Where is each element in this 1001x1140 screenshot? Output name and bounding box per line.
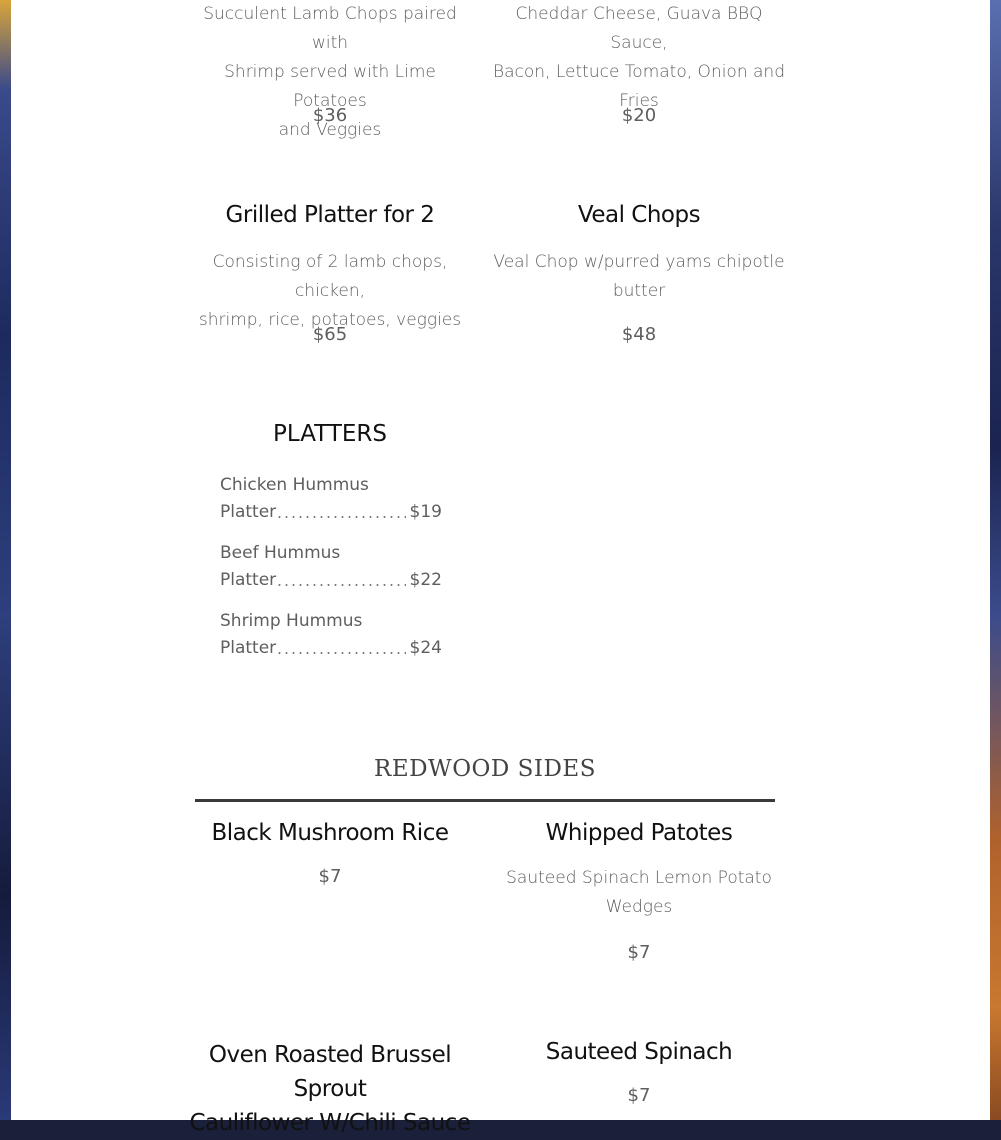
desc-line: Sauteed Spinach Lemon Potato xyxy=(506,868,772,888)
sauteed-spinach-price: $7 xyxy=(627,1085,651,1106)
veal-chops-price: $48 xyxy=(621,324,657,345)
dot-leader xyxy=(276,652,406,654)
veal-chops-title: Veal Chops xyxy=(577,202,701,228)
whipped-patotes-title: Whipped Patotes xyxy=(545,820,733,846)
desc-line: Consisting of 2 lamb chops, chicken, xyxy=(212,252,448,301)
burger-description xyxy=(489,0,789,116)
platter-item xyxy=(220,608,442,664)
sauteed-spinach-title: Sauteed Spinach xyxy=(545,1039,733,1065)
burger-price: $20 xyxy=(621,105,657,126)
desc-line: and Veggies xyxy=(278,120,382,140)
desc-line: Succulent Lamb Chops paired with xyxy=(203,4,457,53)
desc-line: butter xyxy=(612,281,666,301)
dot-leader xyxy=(276,584,406,586)
platter-name-line2: Platter xyxy=(220,570,277,590)
brussel-sprout-title xyxy=(175,1038,485,1140)
desc-line: Shrimp served with Lime Potatoes xyxy=(224,62,436,111)
lamb-chops-price: $36 xyxy=(312,105,348,126)
sides-heading: REDWOOD SIDES xyxy=(374,756,596,782)
platter-name-line2: Platter xyxy=(220,502,277,522)
whipped-patotes-description xyxy=(489,864,789,922)
platter-price: $19 xyxy=(409,502,442,522)
mushroom-rice-price: $7 xyxy=(318,866,342,887)
whipped-patotes-price: $7 xyxy=(627,942,651,963)
desc-line: Fries xyxy=(619,91,659,111)
desc-line: Cheddar Cheese, Guava BBQ Sauce, xyxy=(515,4,763,53)
desc-line: Veal Chop w/purred yams chipotle xyxy=(493,252,785,272)
grilled-platter-description xyxy=(175,248,485,335)
desc-line: Bacon, Lettuce Tomato, Onion and xyxy=(492,62,785,82)
desc-line: Wedges xyxy=(605,897,673,917)
platter-price: $22 xyxy=(409,570,442,590)
title-line: Cauliflower W/Chili Sauce xyxy=(189,1110,471,1136)
section-divider xyxy=(195,799,775,802)
mushroom-rice-title: Black Mushroom Rice xyxy=(211,820,449,846)
platters-heading: PLATTERS xyxy=(273,421,387,447)
platter-item xyxy=(220,472,442,528)
grilled-platter-title: Grilled Platter for 2 xyxy=(225,202,435,228)
platter-price: $24 xyxy=(409,638,442,658)
platter-name-line1: Beef Hummus xyxy=(220,543,341,563)
desc-line: shrimp, rice, potatoes, veggies xyxy=(198,310,462,330)
menu-page xyxy=(11,0,990,1136)
dot-leader xyxy=(276,516,406,518)
veal-chops-description xyxy=(489,248,789,306)
platter-name-line1: Shrimp Hummus xyxy=(220,611,363,631)
platter-item xyxy=(220,540,442,596)
platter-name-line1: Chicken Hummus xyxy=(220,475,369,495)
title-line: Oven Roasted Brussel Sprout xyxy=(208,1042,452,1102)
platter-name-line2: Platter xyxy=(220,638,277,658)
background-painting-right xyxy=(990,0,1001,1120)
background-painting-left xyxy=(0,0,11,1120)
grilled-platter-price: $65 xyxy=(312,324,348,345)
